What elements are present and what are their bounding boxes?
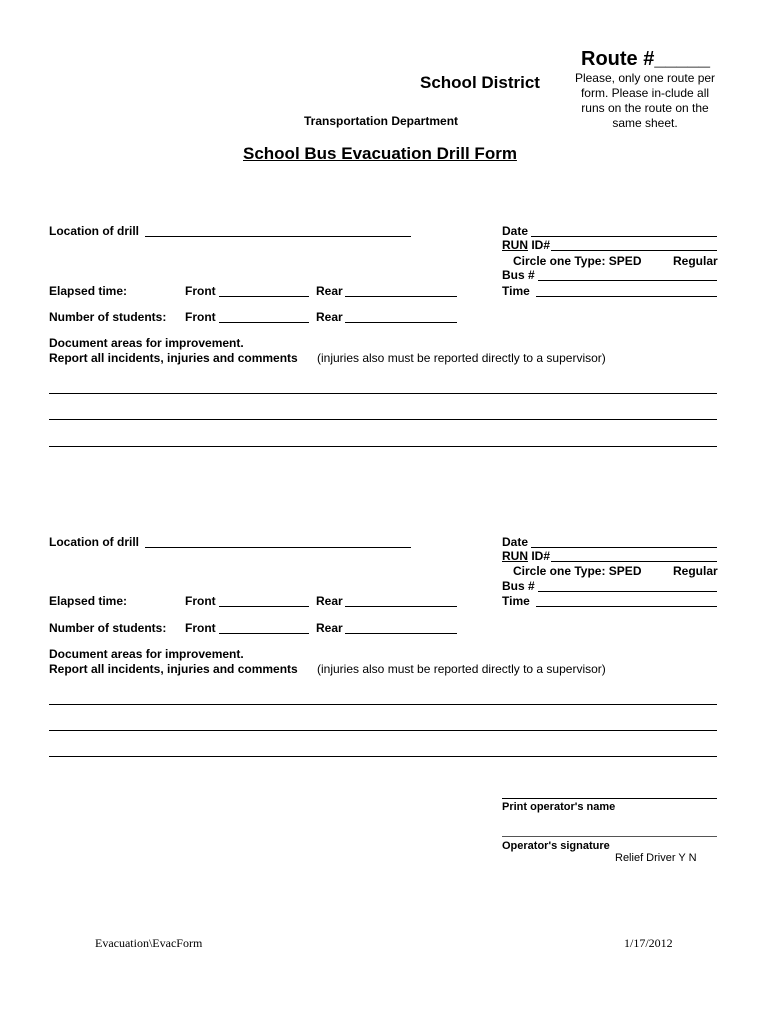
elapsed-time-label: Elapsed time:: [49, 284, 128, 298]
time-field[interactable]: [536, 296, 717, 297]
bus-number-field[interactable]: [538, 591, 717, 592]
elapsed-front-field[interactable]: [219, 296, 309, 297]
run-id-field[interactable]: [551, 250, 717, 251]
students-label: Number of students:: [49, 310, 167, 324]
footer-file-path: Evacuation\EvacForm: [95, 936, 203, 950]
students-label: Number of students:: [49, 621, 167, 635]
time-label: Time: [502, 594, 530, 608]
elapsed-front-label: Front: [185, 594, 216, 608]
date-field[interactable]: [531, 547, 717, 548]
date-label: Date: [502, 535, 529, 549]
elapsed-rear-label: Rear: [316, 594, 343, 608]
report-label: Report all incidents, injuries and comments: [49, 351, 298, 365]
form-title: School Bus Evacuation Drill Form: [243, 144, 517, 163]
type-regular-option[interactable]: Regular: [673, 564, 718, 578]
footer-date: 1/17/2012: [624, 936, 673, 950]
route-instructions: Please, only one route per form. Please in-clude all runs on the route on the same sheet.: [574, 71, 716, 130]
type-regular-option[interactable]: Regular: [673, 254, 718, 268]
route-number-label: Route #_____: [581, 48, 710, 70]
type-sped-option[interactable]: Circle one Type: SPED: [513, 254, 642, 268]
date-field[interactable]: [531, 236, 717, 237]
comment-line[interactable]: [49, 730, 717, 731]
district-title: School District: [420, 73, 540, 92]
operator-signature-field[interactable]: [502, 836, 717, 837]
operator-name-label: Print operator's name: [502, 801, 616, 813]
document-areas-label: Document areas for improvement.: [49, 647, 244, 661]
students-rear-field[interactable]: [345, 322, 457, 323]
time-field[interactable]: [536, 606, 717, 607]
operator-signature-label: Operator's signature: [502, 840, 610, 852]
time-label: Time: [502, 284, 530, 298]
location-field[interactable]: [145, 547, 411, 548]
students-front-label: Front: [185, 621, 216, 635]
students-rear-label: Rear: [316, 310, 343, 324]
students-rear-label: Rear: [316, 621, 343, 635]
elapsed-time-label: Elapsed time:: [49, 594, 128, 608]
department-title: Transportation Department: [304, 114, 459, 128]
students-front-field[interactable]: [219, 633, 309, 634]
location-field[interactable]: [145, 236, 411, 237]
run-id-field[interactable]: [551, 561, 717, 562]
date-label: Date: [502, 224, 529, 238]
report-label: Report all incidents, injuries and comments: [49, 662, 298, 676]
elapsed-rear-label: Rear: [316, 284, 343, 298]
elapsed-front-field[interactable]: [219, 606, 309, 607]
students-front-field[interactable]: [219, 322, 309, 323]
comment-line[interactable]: [49, 756, 717, 757]
report-note: (injuries also must be reported directly to a supervisor): [317, 662, 606, 676]
type-sped-option[interactable]: Circle one Type: SPED: [513, 564, 642, 578]
location-label: Location of drill: [49, 535, 139, 549]
run-id-label: RUN ID#: [502, 238, 551, 252]
elapsed-front-label: Front: [185, 284, 216, 298]
bus-number-label: Bus #: [502, 579, 535, 593]
run-id-label: RUN ID#: [502, 549, 551, 563]
elapsed-rear-field[interactable]: [345, 606, 457, 607]
comment-line[interactable]: [49, 393, 717, 394]
bus-number-label: Bus #: [502, 268, 535, 282]
report-note: (injuries also must be reported directly to a supervisor): [317, 351, 606, 365]
comment-line[interactable]: [49, 446, 717, 447]
students-front-label: Front: [185, 310, 216, 324]
operator-name-field[interactable]: [502, 798, 717, 799]
bus-number-field[interactable]: [538, 280, 717, 281]
location-label: Location of drill: [49, 224, 139, 238]
elapsed-rear-field[interactable]: [345, 296, 457, 297]
comment-line[interactable]: [49, 704, 717, 705]
relief-driver-choice[interactable]: Relief Driver Y N: [615, 852, 697, 864]
students-rear-field[interactable]: [345, 633, 457, 634]
comment-line[interactable]: [49, 419, 717, 420]
document-areas-label: Document areas for improvement.: [49, 336, 244, 350]
